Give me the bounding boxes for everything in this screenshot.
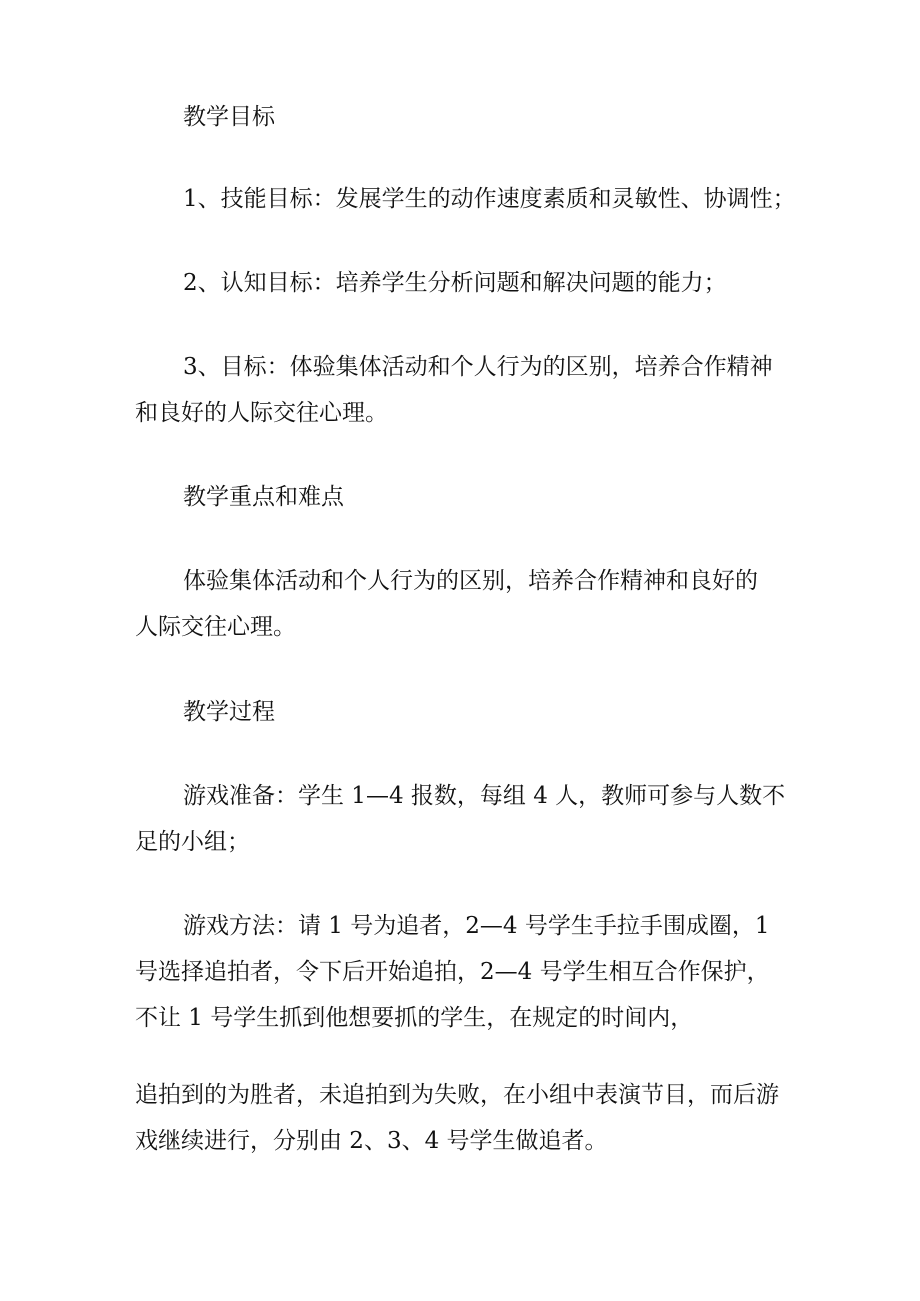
goal-skill: 1、技能目标：发展学生的动作速度素质和灵敏性、协调性； xyxy=(183,186,796,212)
preparation-line-2: 足的小组； xyxy=(135,829,250,855)
result-line-2: 戏继续进行，分别由 2、3、4 号学生做追者。 xyxy=(135,1128,608,1154)
method-line-3: 不让 1 号学生抓到他想要抓的学生，在规定的时间内， xyxy=(135,1005,694,1031)
result-line-1: 追拍到的为胜者，未追拍到为失败，在小组中表演节目，而后游 xyxy=(135,1082,779,1108)
goal-cognitive: 2、认知目标：培养学生分析问题和解决问题的能力； xyxy=(183,270,727,296)
method-line-1: 游戏方法：请 1 号为追者，2—4 号学生手拉手围成圈，1 xyxy=(183,913,770,939)
goals-heading: 教学目标 xyxy=(183,104,275,130)
key-points-line-1: 体验集体活动和个人行为的区别，培养合作精神和良好的 xyxy=(183,568,758,594)
preparation-line-1: 游戏准备：学生 1—4 报数，每组 4 人，教师可参与人数不 xyxy=(183,783,786,809)
key-points-heading: 教学重点和难点 xyxy=(183,484,344,510)
goal-affective-line-1: 3、目标：体验集体活动和个人行为的区别，培养合作精神 xyxy=(183,354,773,380)
key-points-line-2: 人际交往心理。 xyxy=(135,614,296,640)
goal-affective-line-2: 和良好的人际交往心理。 xyxy=(135,400,388,426)
method-line-2: 号选择追拍者，令下后开始追拍，2—4 号学生相互合作保护， xyxy=(135,959,770,985)
process-heading: 教学过程 xyxy=(183,699,275,725)
